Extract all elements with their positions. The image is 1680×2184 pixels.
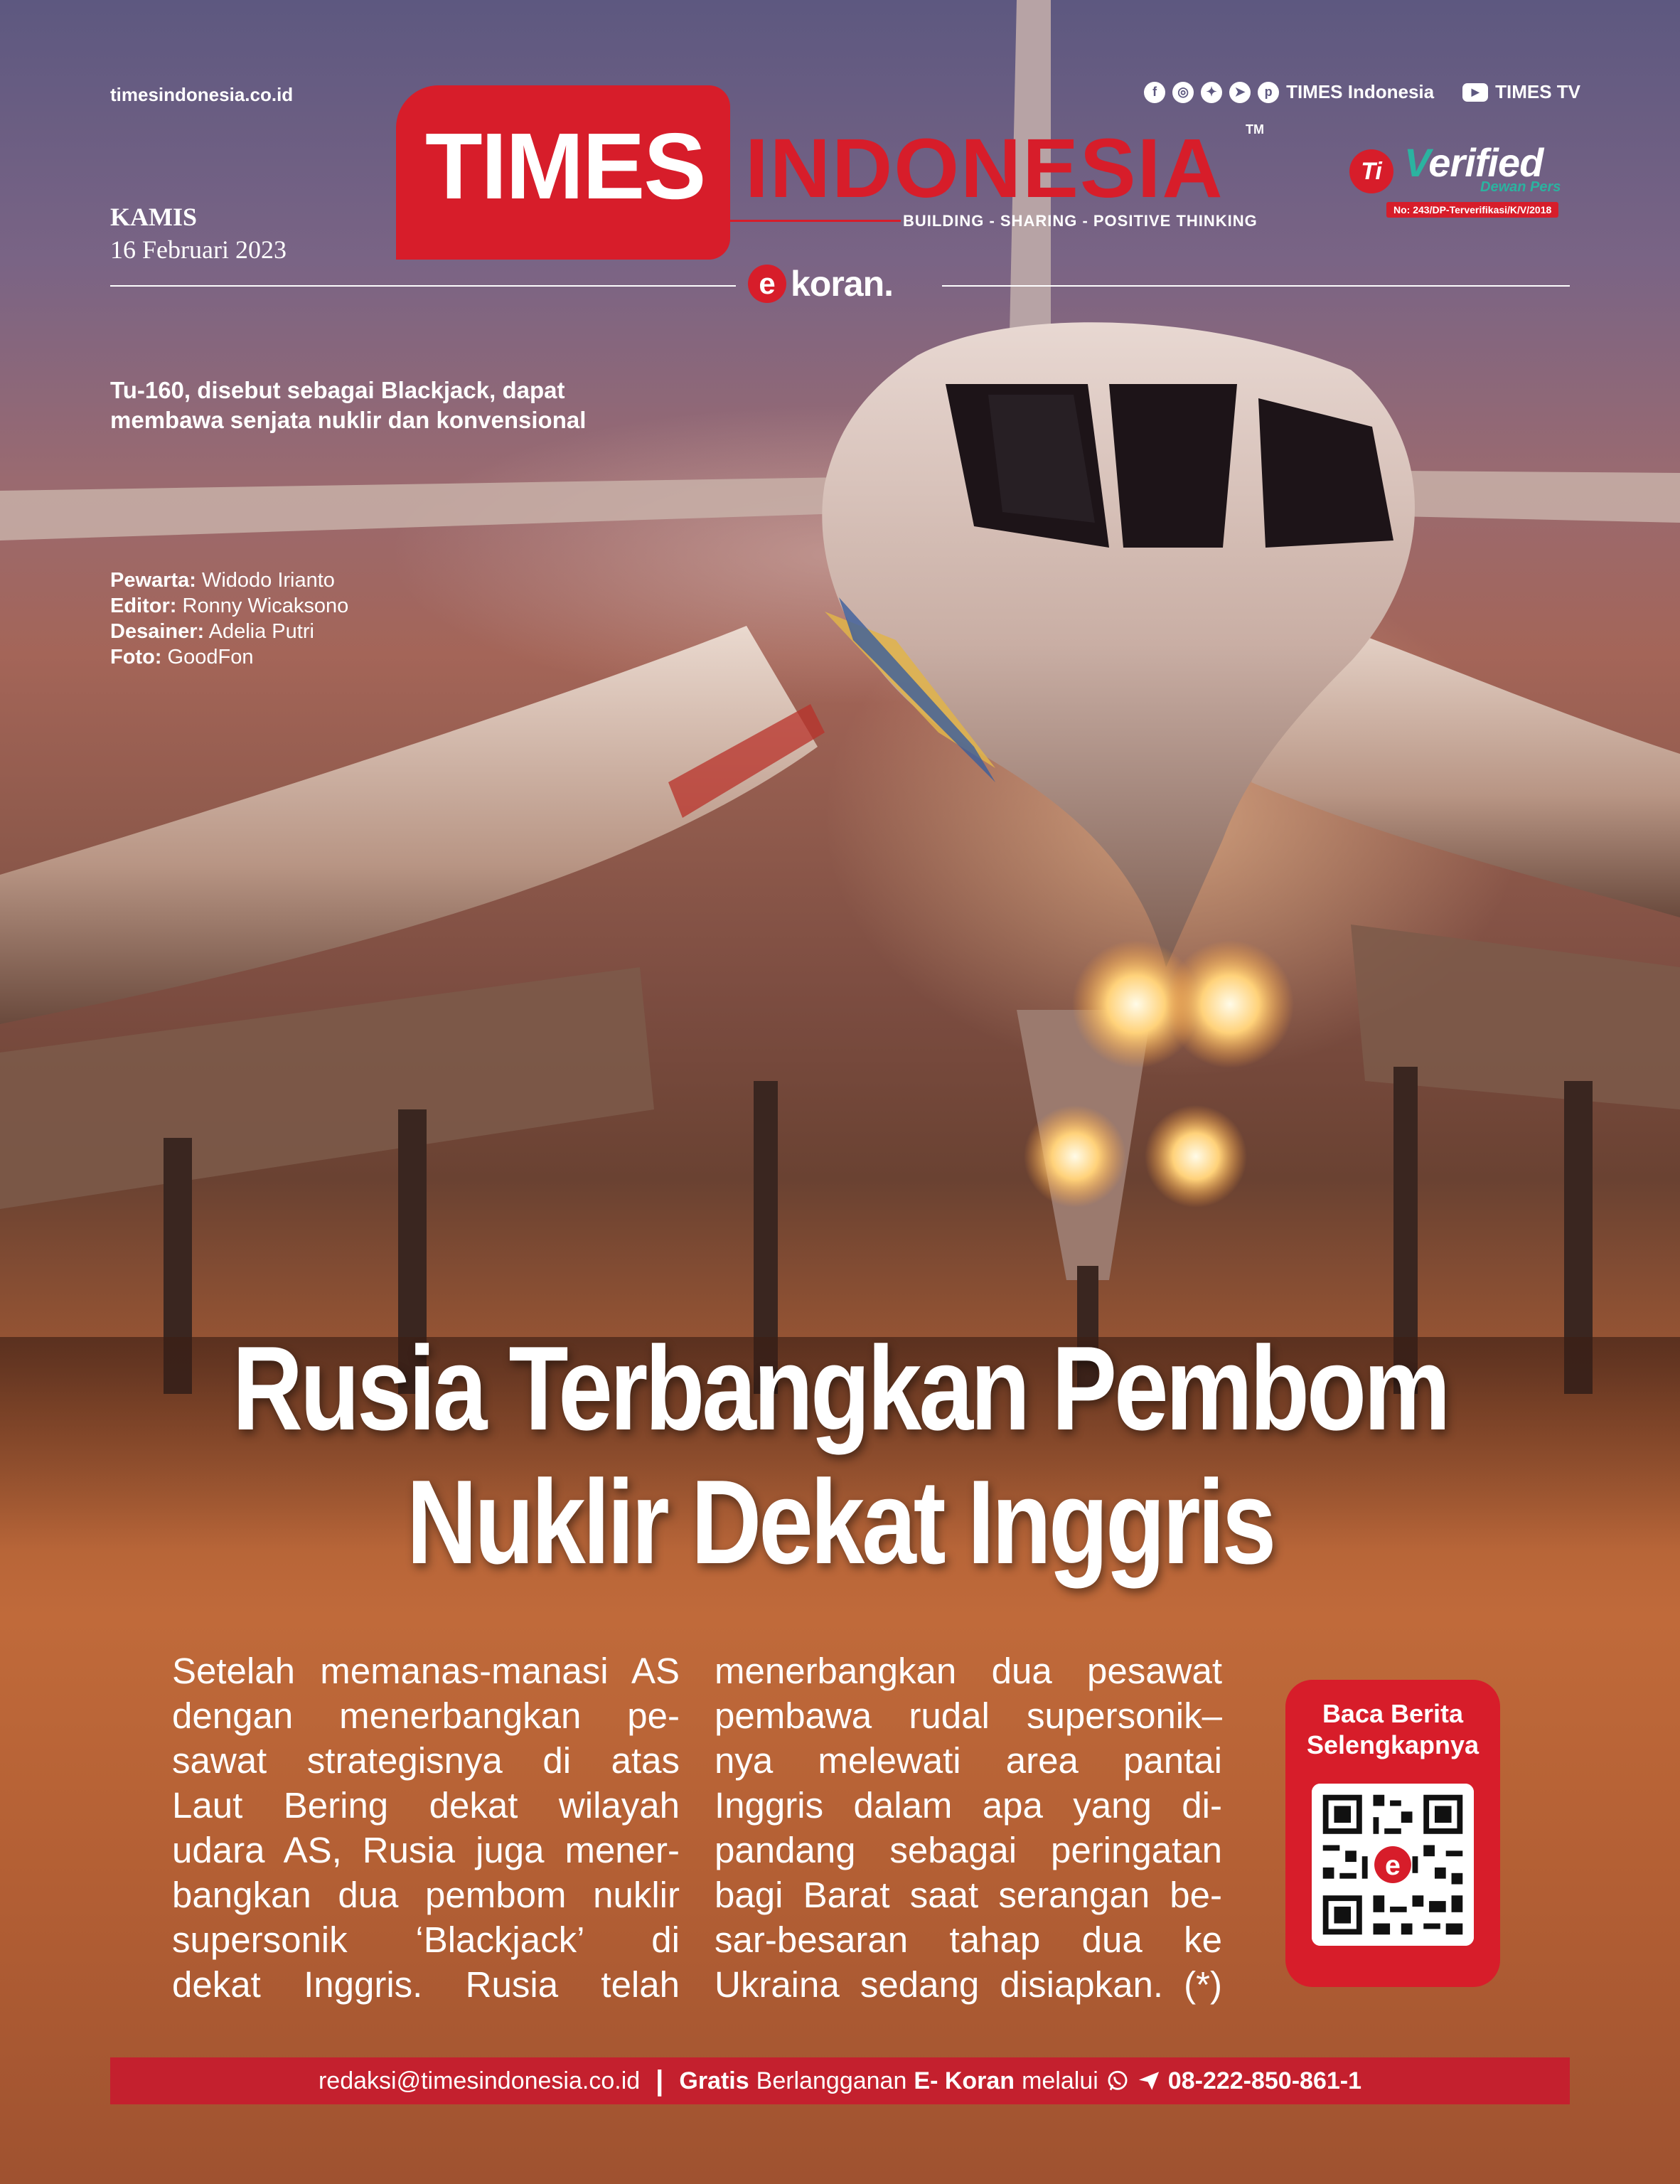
verified-sub: Dewan Pers: [1480, 179, 1561, 195]
ekoran-e-icon: e: [748, 265, 786, 303]
body-column-2: [715, 1648, 1222, 2007]
footer-berlangganan: Berlangganan: [756, 2067, 907, 2094]
headline-line-1: Rusia Terbangkan Pembom: [232, 1321, 1448, 1455]
ekoran-text: koran.: [791, 264, 894, 304]
body-line: Ukraina sedang disiapkan. (*): [715, 1964, 1222, 2005]
brand-divider: [723, 220, 901, 222]
body-line: pandang sebagai peringatan: [715, 1830, 1222, 1870]
brand-times: TIMES: [425, 114, 705, 218]
youtube-icon[interactable]: ▶: [1462, 83, 1488, 102]
body-line: nya melewati area pantai: [715, 1740, 1222, 1781]
credit-line: Desainer: Adelia Putri: [110, 620, 314, 643]
footer-separator: |: [656, 2065, 664, 2097]
headline: [151, 1321, 1529, 1589]
body-line: dekat Inggris. Rusia telah: [172, 1964, 680, 2005]
footer-ekoran: E- Koran: [914, 2067, 1015, 2094]
instagram-icon[interactable]: ◎: [1172, 82, 1194, 103]
header-rule-left: [110, 285, 736, 287]
tv-label[interactable]: TIMES TV: [1495, 81, 1580, 102]
body-line: sawat strategisnya di atas: [172, 1740, 680, 1781]
body-line: Laut Bering dekat wilayah: [172, 1785, 680, 1826]
qr-title: Baca Berita Selengkapnya: [1306, 1699, 1480, 1759]
whatsapp-icon[interactable]: [1106, 2069, 1130, 2093]
facebook-icon[interactable]: f: [1144, 82, 1165, 103]
verified-label: Verified: [1404, 140, 1543, 185]
telegram-icon[interactable]: ➤: [1229, 82, 1251, 103]
credit-line: Foto: GoodFon: [110, 646, 254, 668]
footer-gratis: Gratis: [679, 2067, 749, 2094]
headline-line-2: Nuklir Dekat Inggris: [406, 1455, 1274, 1589]
body-line: bangkan dua pembom nuklir: [172, 1875, 680, 1915]
send-icon[interactable]: [1137, 2069, 1161, 2093]
credits: [110, 568, 348, 670]
qr-center-letter: e: [1385, 1850, 1401, 1882]
body-line: Inggris dalam apa yang di-: [715, 1785, 1222, 1826]
body-column-1: [172, 1648, 680, 2007]
body-line: bagi Barat saat serangan be-: [715, 1875, 1222, 1915]
brand-indonesia: INDONESIA: [745, 122, 1224, 215]
credit-line: Editor: Ronny Wicaksono: [110, 595, 349, 617]
footer-phone[interactable]: 08-222-850-861-1: [1167, 2067, 1361, 2094]
pinterest-icon[interactable]: p: [1258, 82, 1279, 103]
brand-tagline: BUILDING - SHARING - POSITIVE THINKING: [903, 212, 1258, 230]
footer-bar: [110, 2057, 1570, 2104]
body-line: udara AS, Rusia juga mener-: [172, 1830, 680, 1870]
body-line: sar-besaran tahap dua ke: [715, 1919, 1222, 1960]
body-line: pembawa rudal supersonik–: [715, 1695, 1222, 1736]
qr-code-icon[interactable]: [1312, 1784, 1474, 1946]
footer-melalui: melalui: [1022, 2067, 1098, 2094]
social-label[interactable]: TIMES Indonesia: [1286, 81, 1435, 102]
ekoran-logo: [748, 263, 893, 304]
social-links: [1144, 81, 1580, 103]
photo-caption: Tu-160, disebut sebagai Blackjack, dapat membawa senjata nuklir dan konvensional: [110, 377, 587, 433]
body-line: supersonik ‘Blackjack’ di: [172, 1919, 680, 1960]
body-line: dengan menerbangkan pe-: [172, 1695, 680, 1736]
header-rule-right: [942, 285, 1570, 287]
credit-line: Pewarta: Widodo Irianto: [110, 569, 335, 592]
issue-day: KAMIS: [110, 203, 198, 231]
footer-email[interactable]: redaksi@timesindonesia.co.id: [318, 2067, 641, 2094]
site-url[interactable]: timesindonesia.co.id: [110, 84, 294, 105]
body-line: menerbangkan dua pesawat: [715, 1651, 1222, 1691]
verified-badge: Ti: [1349, 149, 1393, 193]
issue-date: 16 Februari 2023: [110, 235, 287, 264]
trademark-mark: TM: [1246, 122, 1264, 137]
body-line: Setelah memanas-manasi AS: [172, 1651, 680, 1691]
twitter-icon[interactable]: ✦: [1201, 82, 1222, 103]
verified-number: No: 243/DP-Terverifikasi/K/V/2018: [1386, 202, 1558, 218]
